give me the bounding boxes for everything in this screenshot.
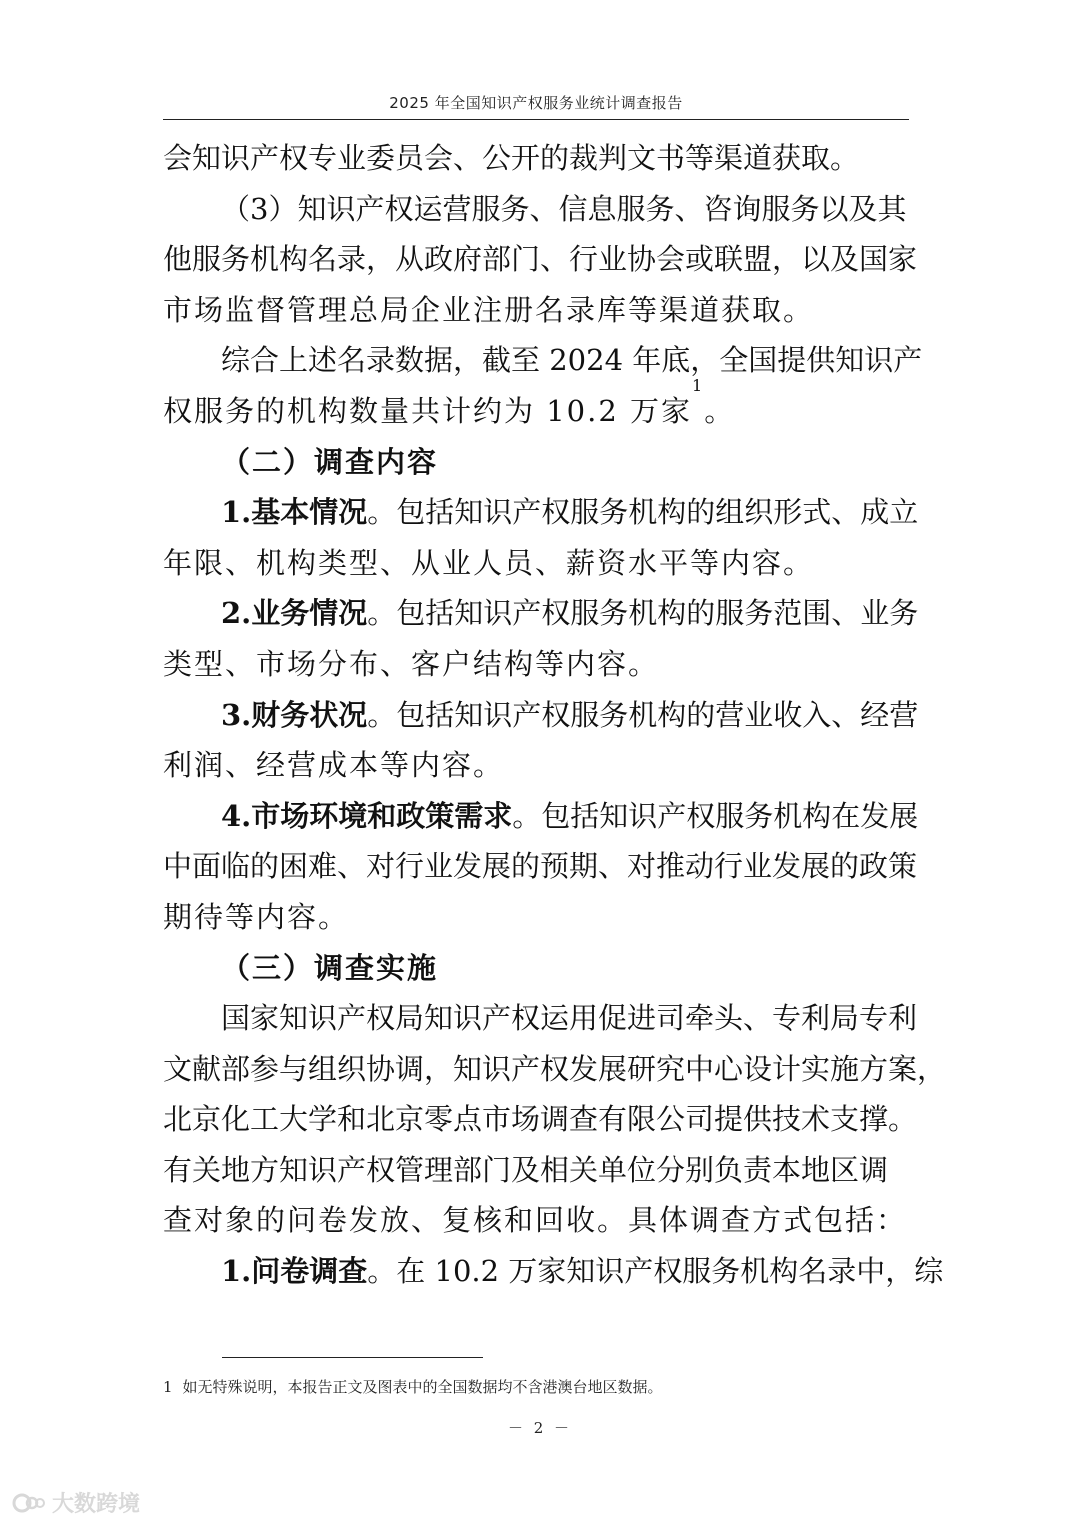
text-run: 年限、机构类型、从业人员、薪资水平等内容。	[163, 545, 815, 580]
text-run: 有关地方知识产权管理部门及相关单位分别负责本地区调	[163, 1152, 889, 1187]
section-heading	[163, 437, 909, 488]
footnote-text: 如无特殊说明，本报告正文及图表中的全国数据均不含港澳台地区数据。	[182, 1378, 663, 1396]
section-heading	[163, 943, 909, 994]
paragraph-line	[163, 335, 923, 386]
paragraph-line	[163, 1195, 909, 1246]
watermark	[12, 1487, 140, 1518]
text-run: 。包括知识产权服务机构在发展	[512, 798, 919, 833]
body-text	[163, 133, 947, 1297]
item-title: 3.财务状况	[221, 697, 368, 732]
text-run: 市场监督管理总局企业注册名录库等渠道获取。	[163, 292, 815, 327]
running-header: 2025 年全国知识产权服务业统计调查报告	[389, 94, 683, 112]
header-divider	[163, 119, 909, 120]
paragraph-line	[163, 375, 909, 437]
paragraph-line	[163, 639, 909, 690]
text-run: 类型、市场分布、客户结构等内容。	[163, 646, 660, 681]
text-run: 中面临的困难、对行业发展的预期、对推动行业发展的政策	[163, 849, 918, 884]
text-run: 查对象的问卷发放、复核和回收。具体调查方式包括：	[163, 1203, 908, 1238]
paragraph-line	[163, 740, 909, 791]
paragraph-line	[163, 791, 919, 842]
footnote	[163, 1376, 663, 1397]
paragraph-line	[163, 1044, 947, 1095]
paragraph-line	[163, 1246, 944, 1297]
paragraph-line	[163, 588, 919, 639]
text-run: 期待等内容。	[163, 899, 350, 934]
paragraph-line	[163, 133, 909, 184]
paragraph-line	[163, 184, 909, 235]
text-run: （3）知识产权运营服务、信息服务、咨询服务以及其	[221, 191, 907, 226]
footnote-divider	[222, 1357, 483, 1358]
text-run: 会知识产权专业委员会、公开的裁判文书等渠道获取。	[163, 141, 860, 175]
text-run: 利润、经营成本等内容。	[163, 748, 505, 783]
text-run: 。在 10.2 万家知识产权服务机构名录中，综	[367, 1254, 944, 1289]
text-run: 文献部参与组织协调，知识产权发展研究中心设计实施方案，	[163, 1051, 947, 1086]
section-heading-text: （二）调查内容	[221, 444, 439, 479]
watermark-text: 大数跨境	[52, 1492, 141, 1517]
item-title: 2.业务情况	[221, 596, 368, 631]
paragraph-line	[163, 487, 919, 538]
item-title: 4.市场环境和政策需求	[221, 798, 513, 833]
section-heading-text: （三）调查实施	[221, 950, 439, 985]
text-run: 国家知识产权局知识产权运用促进司牵头、专利局专利	[221, 1001, 918, 1036]
text-run: 。包括知识产权服务机构的组织形式、成立	[367, 495, 919, 530]
footnote-marker: 1	[692, 375, 705, 395]
brand-logo-icon	[12, 1490, 46, 1516]
paragraph-line	[163, 234, 918, 285]
text-run: 综合上述名录数据，截至 2024 年底，全国提供知识产	[221, 343, 923, 378]
text-run: 。	[704, 393, 736, 428]
paragraph-line	[163, 690, 919, 741]
text-run: 他服务机构名录，从政府部门、行业协会或联盟，以及国家	[163, 242, 918, 277]
item-title: 1.问卷调查	[221, 1254, 368, 1289]
footnote-number: 1	[163, 1378, 173, 1396]
paragraph-line	[163, 993, 918, 1044]
text-run: 。包括知识产权服务机构的服务范围、业务	[367, 596, 919, 631]
paragraph-line	[163, 841, 918, 892]
paragraph-line	[163, 1094, 918, 1145]
page-number: － 2 －	[507, 1419, 573, 1437]
item-title: 1.基本情况	[221, 495, 368, 530]
text-run: 权服务的机构数量共计约为 10.2 万家	[163, 393, 693, 428]
text-run: 。包括知识产权服务机构的营业收入、经营	[367, 697, 919, 732]
paragraph-line	[163, 285, 909, 336]
paragraph-line	[163, 1145, 909, 1196]
paragraph-line	[163, 892, 909, 943]
text-run: 北京化工大学和北京零点市场调查有限公司提供技术支撑。	[163, 1102, 918, 1137]
paragraph-line	[163, 538, 909, 589]
